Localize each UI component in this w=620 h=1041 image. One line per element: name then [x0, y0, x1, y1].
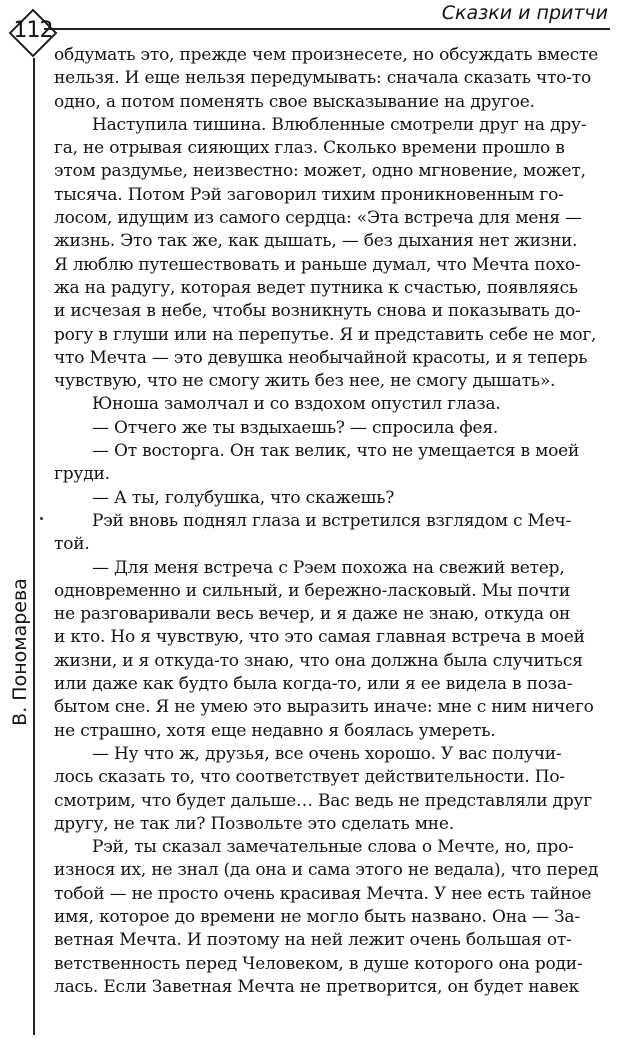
side-author-label: В. Пономарева: [9, 578, 31, 726]
text-line: — Отчего же ты вздыхаешь? — спросила фея.: [92, 417, 499, 438]
header-rule: [44, 28, 610, 30]
text-line: жа на радугу, которая ведет путника к счастью, появляясь: [54, 277, 578, 298]
text-line: рогу в глуши или на перепутье. Я и представить себе не мог,: [54, 324, 597, 345]
text-line: лосом, идущим из самого сердца: «Эта встреча для меня —: [54, 208, 582, 229]
text-line: груди.: [54, 464, 110, 485]
text-line: Я люблю путешествовать и раньше думал, что Мечта похо-: [54, 254, 581, 275]
text-line: и исчезая в небе, чтобы возникнуть снова и показывать до-: [54, 301, 581, 322]
text-line: жизни, и я откуда-то знаю, что она должна была случиться: [54, 650, 583, 671]
text-line: другу, не так ли? Позвольте это сделать мне.: [54, 813, 454, 834]
text-line: износя их, не знал (да она и сама этого не ведала), что перед: [54, 860, 599, 881]
text-line: Рэй вновь поднял глаза и встретился взглядом с Меч-: [92, 510, 572, 531]
text-line: бытом сне. Я не умею это выразить иначе: мне с ним ничего: [54, 697, 594, 718]
text-line: что Мечта — это девушка необычайной красоты, и я теперь: [54, 347, 588, 368]
text-line: — Ну что ж, друзья, все очень хорошо. У вас получи-: [92, 743, 562, 764]
text-line: одно, а потом поменять свое высказывание на другое.: [54, 91, 535, 112]
body-text: [54, 44, 606, 999]
text-line: Наступила тишина. Влюбленные смотрели друг на дру-: [92, 114, 587, 135]
text-line: Рэй, ты сказал замечательные слова о Мечте, но, про-: [92, 837, 574, 858]
text-line: — От восторга. Он так велик, что не умещается в моей: [92, 441, 580, 462]
text-line: — Для меня встреча с Рэем похожа на свежий ветер,: [92, 557, 565, 578]
text-line: лась. Если Заветная Мечта не претворится, он будет навек: [54, 976, 580, 997]
page-number: 112: [13, 18, 53, 43]
left-margin-rule: [33, 58, 35, 1035]
text-line: не разговаривали весь вечер, и я даже не знаю, откуда он: [54, 604, 571, 625]
text-line: тысяча. Потом Рэй заговорил тихим проникновенным го-: [54, 184, 564, 205]
text-line: чувствую, что не смогу жить без нее, не смогу дышать».: [54, 371, 556, 392]
text-line: ветственность перед Человеком, в душе которого она роди-: [54, 953, 583, 974]
text-line: тобой — не просто очень красивая Мечта. У нее есть тайное: [54, 883, 592, 904]
text-line: лось сказать то, что соответствует действительности. По-: [54, 767, 565, 788]
text-line: смотрим, что будет дальше… Вас ведь не представляли друг: [54, 790, 593, 811]
text-line: имя, которое до времени не могло быть названо. Она — За-: [54, 906, 580, 927]
text-line: — А ты, голубушка, что скажешь?: [92, 487, 395, 508]
text-line: жизнь. Это так же, как дышать, — без дыхания нет жизни.: [54, 231, 578, 252]
text-line: и кто. Но я чувствую, что это самая главная встреча в моей: [54, 627, 585, 648]
text-line: этом раздумье, неизвестно: может, одно мгновение, может,: [54, 161, 586, 182]
text-line: обдумать это, прежде чем произнесете, но обсуждать вместе: [54, 45, 599, 65]
text-line: ветная Мечта. И поэтому на ней лежит очень большая от-: [54, 930, 572, 951]
text-line: га, не отрывая сияющих глаз. Сколько времени прошло в: [54, 138, 565, 159]
page-number-badge: [8, 8, 58, 58]
text-line: той.: [54, 534, 90, 555]
text-line: или даже как будто была когда-то, или я ее видела в поза-: [54, 674, 573, 695]
text-line: не страшно, хотя еще недавно я боялась умереть.: [54, 720, 496, 741]
text-line: Юноша замолчал и со вздохом опустил глаза.: [92, 394, 501, 415]
text-line: одновременно и сильный, и бережно-ласковый. Мы почти: [54, 580, 570, 601]
print-speck: [40, 517, 43, 520]
text-line: нельзя. И еще нельзя передумывать: сначала сказать что-то: [54, 68, 592, 89]
running-title: Сказки и притчи: [441, 2, 608, 24]
